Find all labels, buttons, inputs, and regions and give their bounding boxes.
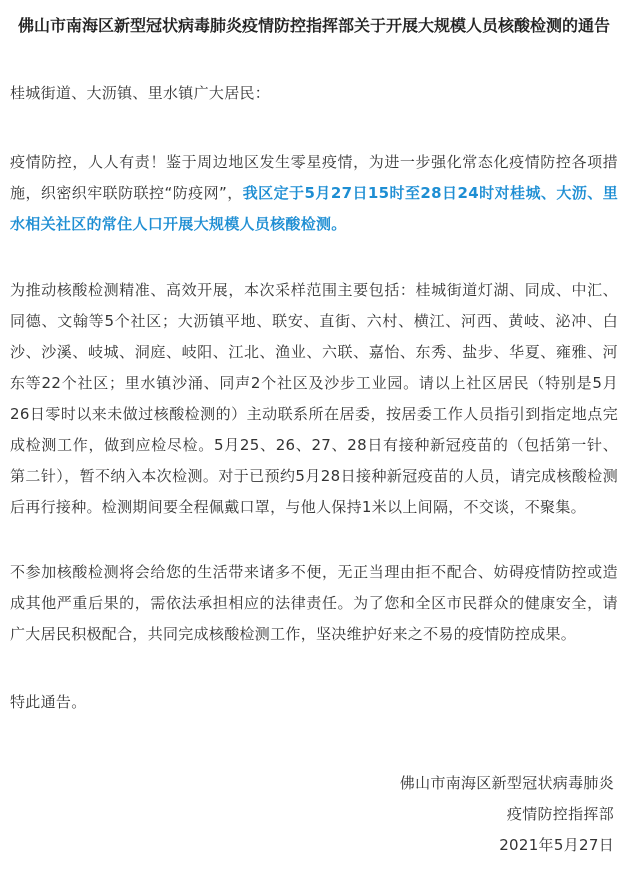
signature-org-line-2: 疫情防控指挥部	[506, 805, 614, 823]
notice-paragraph-1	[10, 147, 618, 240]
notice-paragraph-2: 为推动核酸检测精准、高效开展，本次采样范围主要包括：桂城街道灯湖、同成、中汇、同德、文翰等5个社区；大沥镇平地、联安、直街、六村、横江、河西、黄岐、泌冲、白沙、沙溪、岐城、洞庭、岐阳、江北、渔业、六联、嘉怡、东秀、盐步、华夏、雍雅、河东等22个社区；里水镇沙涌、同声2个社区及沙步工业园。请以上社区居民（特别是5月26日零时以来未做过核酸检测的）主动联系所在居委，按居委工作人员指引到指定地点完成检测工作，做到应检尽检。5月25、26、27、28日有接种新冠疫苗的（包括第一针、第二针），暂不纳入本次检测。对于已预约5月28日接种新冠疫苗的人员，请完成核酸检测后再行接种。检测期间要全程佩戴口罩，与他人保持1米以上间隔，不交谈，不聚集。	[10, 281, 618, 516]
notice-salutation: 桂城街道、大沥镇、里水镇广大居民：	[10, 84, 271, 102]
notice-signature	[400, 768, 614, 861]
notice-closing: 特此通告。	[10, 693, 87, 711]
notice-paragraph-3: 不参加核酸检测将会给您的生活带来诸多不便，无正当理由拒不配合、妨碍疫情防控或造成其他严重后果的，需依法承担相应的法律责任。为了您和全区市民群众的健康安全，请广大居民积极配合，共同完成核酸检测工作，坚决维护好来之不易的疫情防控成果。	[10, 563, 618, 643]
testing-schedule-highlight: 我区定于5月27日15时至28日24时对桂城、大沥、里水相关社区的常住人口开展大规模人员核酸检测。	[10, 184, 619, 233]
notice-title: 佛山市南海区新型冠状病毒肺炎疫情防控指挥部关于开展大规模人员核酸检测的通告	[17, 16, 610, 35]
paragraph-1-lead-text: 疫情防控，人人有责！鉴于周边地区发生零星疫情，为进一步强化常态化疫情防控各项措施，织密织牢联防联控“防疫网”，	[10, 153, 618, 202]
signature-date: 2021年5月27日	[499, 836, 614, 854]
signature-org-line-1: 佛山市南海区新型冠状病毒肺炎	[399, 774, 614, 792]
